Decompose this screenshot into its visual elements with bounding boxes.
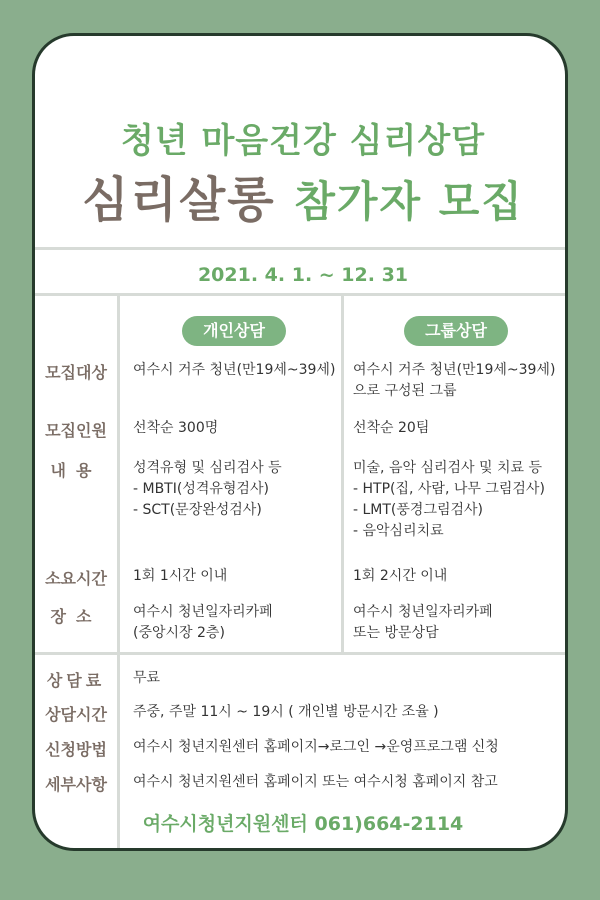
label-column-divider — [117, 295, 120, 851]
cell-line: 여수시 거주 청년(만19세~39세) — [353, 362, 556, 378]
cell-line: - HTP(집, 사람, 나무 그림검사) — [353, 481, 545, 497]
contact-footer: 여수시청년지원센터 061)664-2114 — [142, 813, 464, 835]
duration-individual — [133, 566, 227, 587]
cell-line: (중앙시장 2층) — [133, 625, 225, 641]
cell-line: 으로 구성된 그룹 — [353, 383, 457, 399]
poster-card — [32, 33, 568, 851]
title-recruit: 참가자 모집 — [294, 177, 524, 226]
row-label-target: 모집대상 — [45, 363, 107, 382]
divider — [35, 247, 568, 250]
period-text: 2021. 4. 1. ~ 12. 31 — [197, 264, 409, 286]
info-value-fee: 무료 — [133, 670, 161, 686]
info-value-hours: 주중, 주말 11시 ~ 19시 ( 개인별 방문시간 조율 ) — [133, 704, 439, 720]
cell-line: - SCT(문장완성검사) — [133, 502, 262, 518]
cell-line: - LMT(풍경그림검사) — [353, 502, 484, 518]
content-individual — [133, 458, 282, 521]
place-group — [353, 602, 493, 644]
content-group — [353, 458, 545, 542]
cell-line: 선착순 300명 — [133, 420, 219, 436]
title-line2 — [35, 161, 568, 230]
individual-counseling-header: 개인상담 — [182, 316, 286, 346]
title-line1: 청년 마음건강 심리상담 — [120, 121, 486, 161]
target-group — [353, 360, 555, 402]
cell-line: 선착순 20팀 — [353, 420, 430, 436]
title-program-name: 심리살롱 — [82, 172, 276, 228]
info-label-apply: 신청방법 — [45, 740, 107, 759]
info-label-hours: 상담시간 — [45, 705, 107, 724]
divider — [35, 652, 568, 655]
row-label-capacity: 모집인원 — [45, 421, 107, 440]
divider — [35, 293, 568, 296]
cell-line: 여수시 거주 청년(만19세~39세) — [133, 362, 336, 378]
row-label-content: 내용 — [50, 461, 102, 480]
cell-line: 여수시 청년일자리카페 — [353, 604, 493, 620]
row-label-place: 장소 — [50, 607, 102, 626]
duration-group — [353, 566, 447, 587]
target-individual — [133, 360, 335, 381]
cell-line: 또는 방문상담 — [353, 625, 439, 641]
cell-line: - MBTI(성격유형검사) — [133, 481, 269, 497]
place-individual — [133, 602, 273, 644]
cell-line: 미술, 음악 심리검사 및 치료 등 — [353, 460, 542, 476]
capacity-group — [353, 418, 429, 439]
info-label-fee: 상담료 — [46, 671, 106, 690]
cell-line: 1회 2시간 이내 — [353, 568, 448, 584]
cell-line: - 음악심리치료 — [353, 523, 444, 539]
cell-line: 여수시 청년일자리카페 — [133, 604, 273, 620]
column-divider — [341, 295, 344, 652]
group-counseling-header: 그룹상담 — [404, 316, 508, 346]
cell-line: 1회 1시간 이내 — [133, 568, 228, 584]
cell-line: 성격유형 및 심리검사 등 — [133, 460, 282, 476]
info-label-details: 세부사항 — [45, 775, 107, 794]
info-value-details: 여수시 청년지원센터 홈페이지 또는 여수시청 홈페이지 참고 — [133, 774, 498, 790]
row-label-duration: 소요시간 — [45, 569, 107, 588]
info-value-apply: 여수시 청년지원센터 홈페이지→로그인 →운영프로그램 신청 — [133, 739, 499, 755]
capacity-individual — [133, 418, 218, 439]
